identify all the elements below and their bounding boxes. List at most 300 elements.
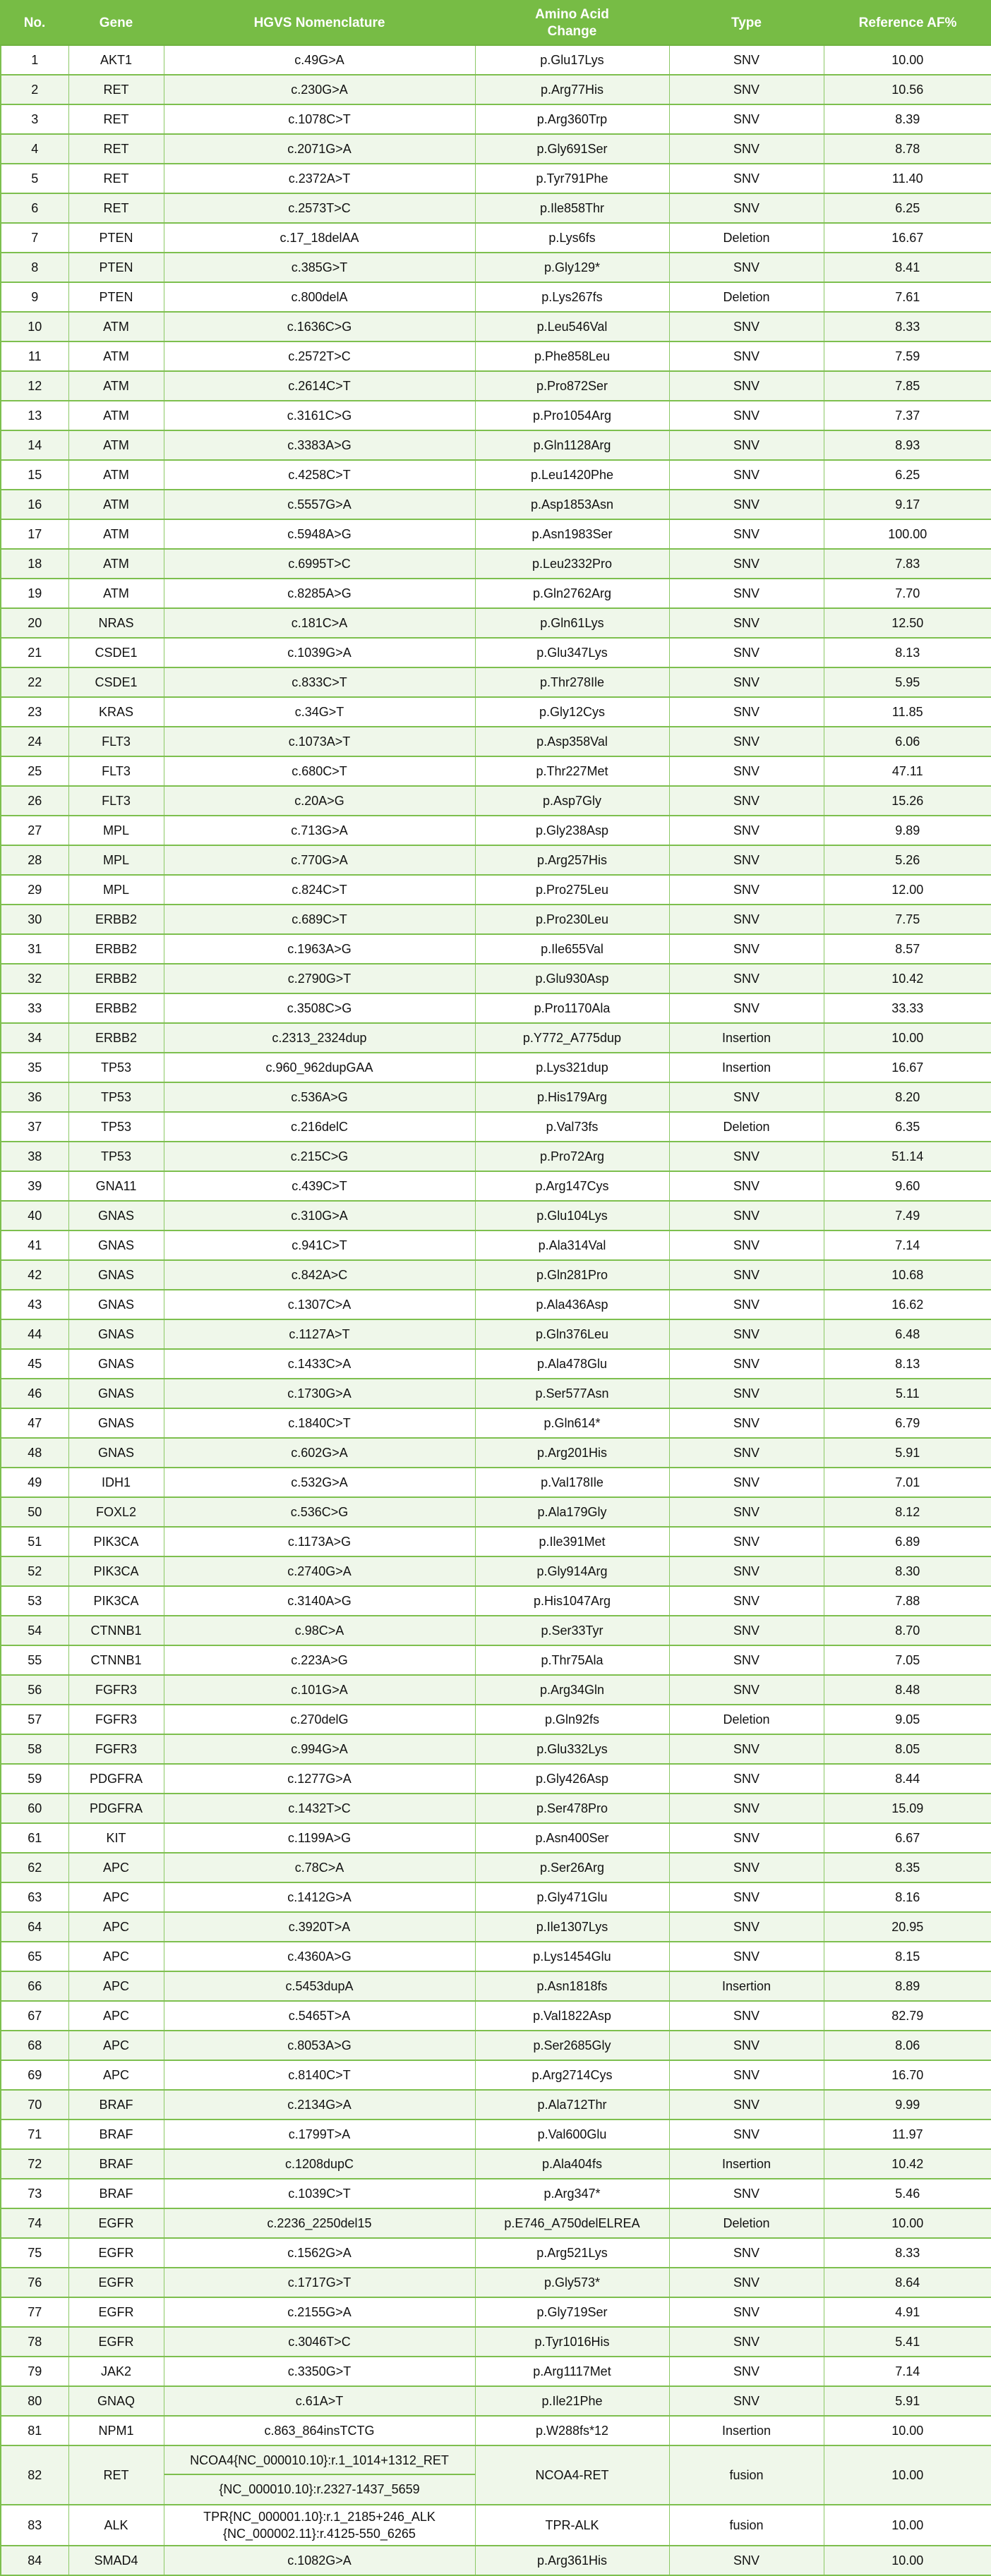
cell-amino-acid-change: p.Asp358Val — [475, 727, 669, 756]
cell-gene: APC — [68, 1853, 164, 1882]
cell-reference-af: 6.35 — [824, 1112, 991, 1142]
cell-type: SNV — [669, 1942, 824, 1971]
cell-reference-af: 11.85 — [824, 697, 991, 727]
table-row — [1, 519, 991, 549]
cell-amino-acid-change: p.Leu1420Phe — [475, 460, 669, 490]
cell-gene: ATM — [68, 401, 164, 430]
cell-gene: BRAF — [68, 2179, 164, 2208]
table-row — [1, 2416, 991, 2445]
header-hgvs: HGVS Nomenclature — [164, 1, 475, 45]
cell-amino-acid-change: p.Pro275Leu — [475, 875, 669, 905]
cell-no: 24 — [1, 727, 68, 756]
cell-no: 83 — [1, 2505, 68, 2546]
cell-type: SNV — [669, 1438, 824, 1468]
cell-no: 55 — [1, 1645, 68, 1675]
cell-hgvs: c.5557G>A — [164, 490, 475, 519]
cell-type: SNV — [669, 1882, 824, 1912]
cell-hgvs — [164, 2505, 475, 2546]
cell-type: Deletion — [669, 1112, 824, 1142]
table-body — [1, 45, 991, 2445]
table-row — [1, 2120, 991, 2149]
table-row — [1, 2546, 991, 2575]
table-row — [1, 104, 991, 134]
cell-hgvs: c.994G>A — [164, 1734, 475, 1764]
cell-gene: ALK — [68, 2505, 164, 2546]
cell-type: SNV — [669, 964, 824, 993]
table-row — [1, 875, 991, 905]
cell-gene: ERBB2 — [68, 964, 164, 993]
cell-type: SNV — [669, 1764, 824, 1794]
cell-no: 4 — [1, 134, 68, 164]
cell-amino-acid-change: p.Gly12Cys — [475, 697, 669, 727]
cell-type: SNV — [669, 2090, 824, 2120]
cell-amino-acid-change: p.Gly691Ser — [475, 134, 669, 164]
cell-reference-af: 8.39 — [824, 104, 991, 134]
header-no: No. — [1, 1, 68, 45]
cell-amino-acid-change: p.Ile655Val — [475, 934, 669, 964]
cell-amino-acid-change: p.Gly238Asp — [475, 816, 669, 845]
cell-no: 73 — [1, 2179, 68, 2208]
cell-type: SNV — [669, 1912, 824, 1942]
cell-reference-af: 11.40 — [824, 164, 991, 193]
table-row — [1, 253, 991, 282]
header-aa-line1: Amino Acid — [535, 6, 609, 22]
cell-hgvs: c.1840C>T — [164, 1408, 475, 1438]
cell-reference-af: 8.12 — [824, 1497, 991, 1527]
cell-amino-acid-change: p.Gln376Leu — [475, 1319, 669, 1349]
table-row — [1, 1142, 991, 1171]
cell-no: 47 — [1, 1408, 68, 1438]
cell-no: 15 — [1, 460, 68, 490]
cell-amino-acid-change: p.Ala436Asp — [475, 1290, 669, 1319]
cell-type: SNV — [669, 75, 824, 104]
cell-type: SNV — [669, 1260, 824, 1290]
cell-gene: TP53 — [68, 1112, 164, 1142]
cell-reference-af: 8.05 — [824, 1734, 991, 1764]
cell-hgvs: c.2236_2250del15 — [164, 2208, 475, 2238]
cell-no: 10 — [1, 312, 68, 341]
cell-no: 65 — [1, 1942, 68, 1971]
table-row — [1, 1823, 991, 1853]
cell-gene: APC — [68, 2001, 164, 2031]
cell-hgvs: c.2572T>C — [164, 341, 475, 371]
cell-no: 66 — [1, 1971, 68, 2001]
cell-reference-af: 6.79 — [824, 1408, 991, 1438]
cell-hgvs: c.3161C>G — [164, 401, 475, 430]
table-row — [1, 697, 991, 727]
cell-gene: FLT3 — [68, 756, 164, 786]
cell-no: 58 — [1, 1734, 68, 1764]
cell-no: 17 — [1, 519, 68, 549]
cell-amino-acid-change: p.Gly471Glu — [475, 1882, 669, 1912]
cell-gene: JAK2 — [68, 2357, 164, 2386]
table-row — [1, 1942, 991, 1971]
cell-amino-acid-change: p.Glu347Lys — [475, 638, 669, 667]
cell-no: 9 — [1, 282, 68, 312]
cell-type: SNV — [669, 1497, 824, 1527]
cell-type: SNV — [669, 1171, 824, 1201]
cell-no: 21 — [1, 638, 68, 667]
table-row — [1, 1853, 991, 1882]
cell-hgvs: c.2313_2324dup — [164, 1023, 475, 1053]
cell-amino-acid-change: p.Ser26Arg — [475, 1853, 669, 1882]
cell-reference-af: 15.09 — [824, 1794, 991, 1823]
table-row — [1, 2031, 991, 2060]
cell-no: 46 — [1, 1379, 68, 1408]
header-type: Type — [669, 1, 824, 45]
cell-gene: GNAS — [68, 1349, 164, 1379]
cell-type: SNV — [669, 2327, 824, 2357]
cell-no: 12 — [1, 371, 68, 401]
cell-gene: RET — [68, 104, 164, 134]
cell-amino-acid-change: p.Leu546Val — [475, 312, 669, 341]
cell-hgvs: c.824C>T — [164, 875, 475, 905]
cell-reference-af: 7.05 — [824, 1645, 991, 1675]
cell-hgvs: c.78C>A — [164, 1853, 475, 1882]
table-row — [1, 1675, 991, 1705]
cell-no: 6 — [1, 193, 68, 223]
cell-gene: NRAS — [68, 608, 164, 638]
cell-hgvs: c.2790G>T — [164, 964, 475, 993]
cell-gene: PIK3CA — [68, 1586, 164, 1616]
cell-gene: ERBB2 — [68, 934, 164, 964]
cell-type: SNV — [669, 697, 824, 727]
cell-hgvs: c.6995T>C — [164, 549, 475, 579]
table-row — [1, 816, 991, 845]
cell-no: 53 — [1, 1586, 68, 1616]
cell-type: SNV — [669, 341, 824, 371]
cell-no: 68 — [1, 2031, 68, 2060]
cell-type: fusion — [669, 2445, 824, 2505]
cell-type: SNV — [669, 1616, 824, 1645]
cell-gene: ATM — [68, 490, 164, 519]
cell-reference-af: 8.89 — [824, 1971, 991, 2001]
cell-type: Deletion — [669, 2208, 824, 2238]
cell-type: SNV — [669, 164, 824, 193]
cell-gene: ATM — [68, 519, 164, 549]
cell-reference-af: 8.13 — [824, 1349, 991, 1379]
cell-type: Deletion — [669, 282, 824, 312]
cell-reference-af: 10.42 — [824, 2149, 991, 2179]
table-row — [1, 134, 991, 164]
cell-hgvs: c.960_962dupGAA — [164, 1053, 475, 1082]
table-row — [1, 2297, 991, 2327]
cell-reference-af: 82.79 — [824, 2001, 991, 2031]
table-row — [1, 2090, 991, 2120]
table-row — [1, 2179, 991, 2208]
table-row — [1, 1230, 991, 1260]
cell-hgvs: c.713G>A — [164, 816, 475, 845]
cell-reference-af: 5.91 — [824, 2386, 991, 2416]
cell-gene: GNAS — [68, 1260, 164, 1290]
cell-gene: BRAF — [68, 2120, 164, 2149]
table-row — [1, 756, 991, 786]
cell-reference-af: 47.11 — [824, 756, 991, 786]
cell-type: Insertion — [669, 2149, 824, 2179]
cell-reference-af: 8.30 — [824, 1556, 991, 1586]
cell-type: Insertion — [669, 1053, 824, 1082]
cell-no: 64 — [1, 1912, 68, 1942]
cell-type: SNV — [669, 1201, 824, 1230]
cell-no: 22 — [1, 667, 68, 697]
cell-type: SNV — [669, 519, 824, 549]
cell-hgvs: c.1562G>A — [164, 2238, 475, 2268]
cell-reference-af: 6.06 — [824, 727, 991, 756]
cell-no: 34 — [1, 1023, 68, 1053]
cell-gene: RET — [68, 193, 164, 223]
cell-no: 76 — [1, 2268, 68, 2297]
table-row — [1, 223, 991, 253]
cell-reference-af: 20.95 — [824, 1912, 991, 1942]
cell-type: SNV — [669, 1468, 824, 1497]
hgvs-line-1: TPR{NC_000001.10}:r.1_2185+246_ALK — [203, 2510, 436, 2524]
cell-amino-acid-change: p.Asp1853Asn — [475, 490, 669, 519]
cell-gene: GNAS — [68, 1379, 164, 1408]
header-reference-af: Reference AF% — [824, 1, 991, 45]
cell-gene: PTEN — [68, 223, 164, 253]
cell-reference-af: 7.61 — [824, 282, 991, 312]
cell-reference-af: 9.05 — [824, 1705, 991, 1734]
cell-amino-acid-change: p.Lys1454Glu — [475, 1942, 669, 1971]
table-row — [1, 1645, 991, 1675]
cell-amino-acid-change: p.Gln92fs — [475, 1705, 669, 1734]
cell-hgvs: c.602G>A — [164, 1438, 475, 1468]
cell-reference-af: 8.13 — [824, 638, 991, 667]
cell-amino-acid-change: p.Ala179Gly — [475, 1497, 669, 1527]
cell-no: 69 — [1, 2060, 68, 2090]
cell-type: fusion — [669, 2505, 824, 2546]
cell-gene: GNAS — [68, 1230, 164, 1260]
cell-no: 37 — [1, 1112, 68, 1142]
cell-hgvs: c.1636C>G — [164, 312, 475, 341]
cell-no: 78 — [1, 2327, 68, 2357]
cell-gene: FLT3 — [68, 727, 164, 756]
cell-reference-af: 8.41 — [824, 253, 991, 282]
cell-reference-af: 8.33 — [824, 312, 991, 341]
cell-reference-af: 8.06 — [824, 2031, 991, 2060]
cell-hgvs: c.1208dupC — [164, 2149, 475, 2179]
cell-amino-acid-change: p.Tyr1016His — [475, 2327, 669, 2357]
cell-hgvs: c.101G>A — [164, 1675, 475, 1705]
cell-no: 50 — [1, 1497, 68, 1527]
cell-hgvs: c.216delC — [164, 1112, 475, 1142]
cell-no: 13 — [1, 401, 68, 430]
cell-amino-acid-change: p.Ser478Pro — [475, 1794, 669, 1823]
cell-gene: TP53 — [68, 1142, 164, 1171]
table-row — [1, 1023, 991, 1053]
cell-reference-af: 15.26 — [824, 786, 991, 816]
table-row — [1, 1319, 991, 1349]
cell-gene: AKT1 — [68, 45, 164, 75]
cell-gene: EGFR — [68, 2327, 164, 2357]
cell-gene: GNA11 — [68, 1171, 164, 1201]
cell-type: SNV — [669, 1142, 824, 1171]
cell-amino-acid-change: p.Gly914Arg — [475, 1556, 669, 1586]
cell-no: 30 — [1, 905, 68, 934]
cell-type: SNV — [669, 1645, 824, 1675]
cell-no: 1 — [1, 45, 68, 75]
cell-amino-acid-change: p.Asn1818fs — [475, 1971, 669, 2001]
cell-no: 41 — [1, 1230, 68, 1260]
cell-reference-af: 11.97 — [824, 2120, 991, 2149]
cell-no: 43 — [1, 1290, 68, 1319]
header-row — [1, 1, 991, 45]
cell-type: SNV — [669, 193, 824, 223]
cell-type: SNV — [669, 1527, 824, 1556]
cell-amino-acid-change: p.Gln1128Arg — [475, 430, 669, 460]
cell-amino-acid-change: p.Glu332Lys — [475, 1734, 669, 1764]
cell-gene: CTNNB1 — [68, 1616, 164, 1645]
cell-type: SNV — [669, 1823, 824, 1853]
cell-gene: MPL — [68, 875, 164, 905]
cell-hgvs: c.5453dupA — [164, 1971, 475, 2001]
cell-no: 14 — [1, 430, 68, 460]
table-row — [1, 164, 991, 193]
cell-type: SNV — [669, 1408, 824, 1438]
cell-amino-acid-change: p.Val1822Asp — [475, 2001, 669, 2031]
cell-reference-af: 12.00 — [824, 875, 991, 905]
cell-reference-af: 7.88 — [824, 1586, 991, 1616]
cell-type: SNV — [669, 1230, 824, 1260]
cell-amino-acid-change: p.Arg521Lys — [475, 2238, 669, 2268]
cell-hgvs: c.8140C>T — [164, 2060, 475, 2090]
cell-reference-af: 7.14 — [824, 1230, 991, 1260]
table-row — [1, 430, 991, 460]
table-row — [1, 905, 991, 934]
cell-amino-acid-change: p.Phe858Leu — [475, 341, 669, 371]
cell-amino-acid-change: p.Val73fs — [475, 1112, 669, 1142]
cell-type: SNV — [669, 2031, 824, 2060]
cell-hgvs: c.1039G>A — [164, 638, 475, 667]
cell-gene: ERBB2 — [68, 1023, 164, 1053]
cell-amino-acid-change: p.Gln281Pro — [475, 1260, 669, 1290]
cell-gene: GNAS — [68, 1438, 164, 1468]
cell-reference-af: 9.99 — [824, 2090, 991, 2120]
cell-reference-af: 16.62 — [824, 1290, 991, 1319]
cell-reference-af: 8.44 — [824, 1764, 991, 1794]
cell-amino-acid-change: p.Val600Glu — [475, 2120, 669, 2149]
cell-amino-acid-change: p.Pro72Arg — [475, 1142, 669, 1171]
cell-hgvs: c.833C>T — [164, 667, 475, 697]
cell-type: SNV — [669, 2060, 824, 2090]
cell-reference-af: 10.42 — [824, 964, 991, 993]
cell-hgvs: c.1730G>A — [164, 1379, 475, 1408]
cell-gene: EGFR — [68, 2268, 164, 2297]
cell-no: 51 — [1, 1527, 68, 1556]
cell-no: 18 — [1, 549, 68, 579]
table-row — [1, 579, 991, 608]
cell-amino-acid-change: p.Pro1054Arg — [475, 401, 669, 430]
cell-no: 20 — [1, 608, 68, 638]
table-row — [1, 1586, 991, 1616]
cell-type: SNV — [669, 1349, 824, 1379]
cell-hgvs: c.1307C>A — [164, 1290, 475, 1319]
cell-amino-acid-change: p.Gln614* — [475, 1408, 669, 1438]
cell-amino-acid-change: p.Leu2332Pro — [475, 549, 669, 579]
cell-hgvs: c.385G>T — [164, 253, 475, 282]
cell-gene: ERBB2 — [68, 993, 164, 1023]
cell-reference-af: 9.89 — [824, 816, 991, 845]
cell-reference-af: 10.00 — [824, 1023, 991, 1053]
cell-hgvs: c.1173A>G — [164, 1527, 475, 1556]
table-row — [1, 1468, 991, 1497]
cell-amino-acid-change: p.Ser33Tyr — [475, 1616, 669, 1645]
cell-hgvs: c.61A>T — [164, 2386, 475, 2416]
table-row — [1, 2357, 991, 2386]
cell-no: 26 — [1, 786, 68, 816]
cell-reference-af: 12.50 — [824, 608, 991, 638]
cell-hgvs: c.49G>A — [164, 45, 475, 75]
cell-reference-af: 10.00 — [824, 2546, 991, 2575]
cell-type: SNV — [669, 1379, 824, 1408]
cell-amino-acid-change: p.Val178Ile — [475, 1468, 669, 1497]
cell-reference-af: 8.16 — [824, 1882, 991, 1912]
table-row — [1, 638, 991, 667]
cell-type: SNV — [669, 875, 824, 905]
cell-hgvs: c.3046T>C — [164, 2327, 475, 2357]
cell-type: SNV — [669, 934, 824, 964]
cell-reference-af: 8.48 — [824, 1675, 991, 1705]
cell-amino-acid-change: p.Pro1170Ala — [475, 993, 669, 1023]
cell-amino-acid-change: p.Ile21Phe — [475, 2386, 669, 2416]
table-row — [1, 2001, 991, 2031]
cell-no: 5 — [1, 164, 68, 193]
cell-type: SNV — [669, 1853, 824, 1882]
cell-amino-acid-change: p.Ser2685Gly — [475, 2031, 669, 2060]
cell-hgvs: c.439C>T — [164, 1171, 475, 1201]
cell-reference-af: 10.00 — [824, 2416, 991, 2445]
cell-type: SNV — [669, 2179, 824, 2208]
cell-gene: CSDE1 — [68, 667, 164, 697]
cell-type: SNV — [669, 371, 824, 401]
cell-hgvs: c.310G>A — [164, 1201, 475, 1230]
cell-no: 29 — [1, 875, 68, 905]
cell-amino-acid-change: p.Ile391Met — [475, 1527, 669, 1556]
cell-gene: EGFR — [68, 2297, 164, 2327]
header-gene: Gene — [68, 1, 164, 45]
cell-reference-af: 7.59 — [824, 341, 991, 371]
cell-gene: GNAQ — [68, 2386, 164, 2416]
cell-no: 81 — [1, 2416, 68, 2445]
cell-gene: GNAS — [68, 1290, 164, 1319]
cell-type: SNV — [669, 2386, 824, 2416]
cell-type: SNV — [669, 1319, 824, 1349]
table-row — [1, 1260, 991, 1290]
cell-hgvs: c.2614C>T — [164, 371, 475, 401]
table-row — [1, 45, 991, 75]
cell-no: 8 — [1, 253, 68, 282]
cell-reference-af: 6.48 — [824, 1319, 991, 1349]
cell-type: Deletion — [669, 223, 824, 253]
cell-gene: IDH1 — [68, 1468, 164, 1497]
cell-hgvs: c.223A>G — [164, 1645, 475, 1675]
cell-amino-acid-change: p.Thr278Ile — [475, 667, 669, 697]
cell-no: 77 — [1, 2297, 68, 2327]
cell-reference-af: 7.01 — [824, 1468, 991, 1497]
cell-amino-acid-change: NCOA4-RET — [475, 2445, 669, 2505]
cell-type: SNV — [669, 2120, 824, 2149]
cell-no: 39 — [1, 1171, 68, 1201]
cell-type: SNV — [669, 579, 824, 608]
cell-amino-acid-change: p.Arg360Trp — [475, 104, 669, 134]
cell-amino-acid-change: p.W288fs*12 — [475, 2416, 669, 2445]
cell-type: SNV — [669, 727, 824, 756]
cell-amino-acid-change: p.Gly573* — [475, 2268, 669, 2297]
hgvs-line-2: {NC_000002.11}:r.4125-550_6265 — [223, 2527, 416, 2541]
cell-no: 74 — [1, 2208, 68, 2238]
cell-reference-af: 10.56 — [824, 75, 991, 104]
cell-gene: CTNNB1 — [68, 1645, 164, 1675]
